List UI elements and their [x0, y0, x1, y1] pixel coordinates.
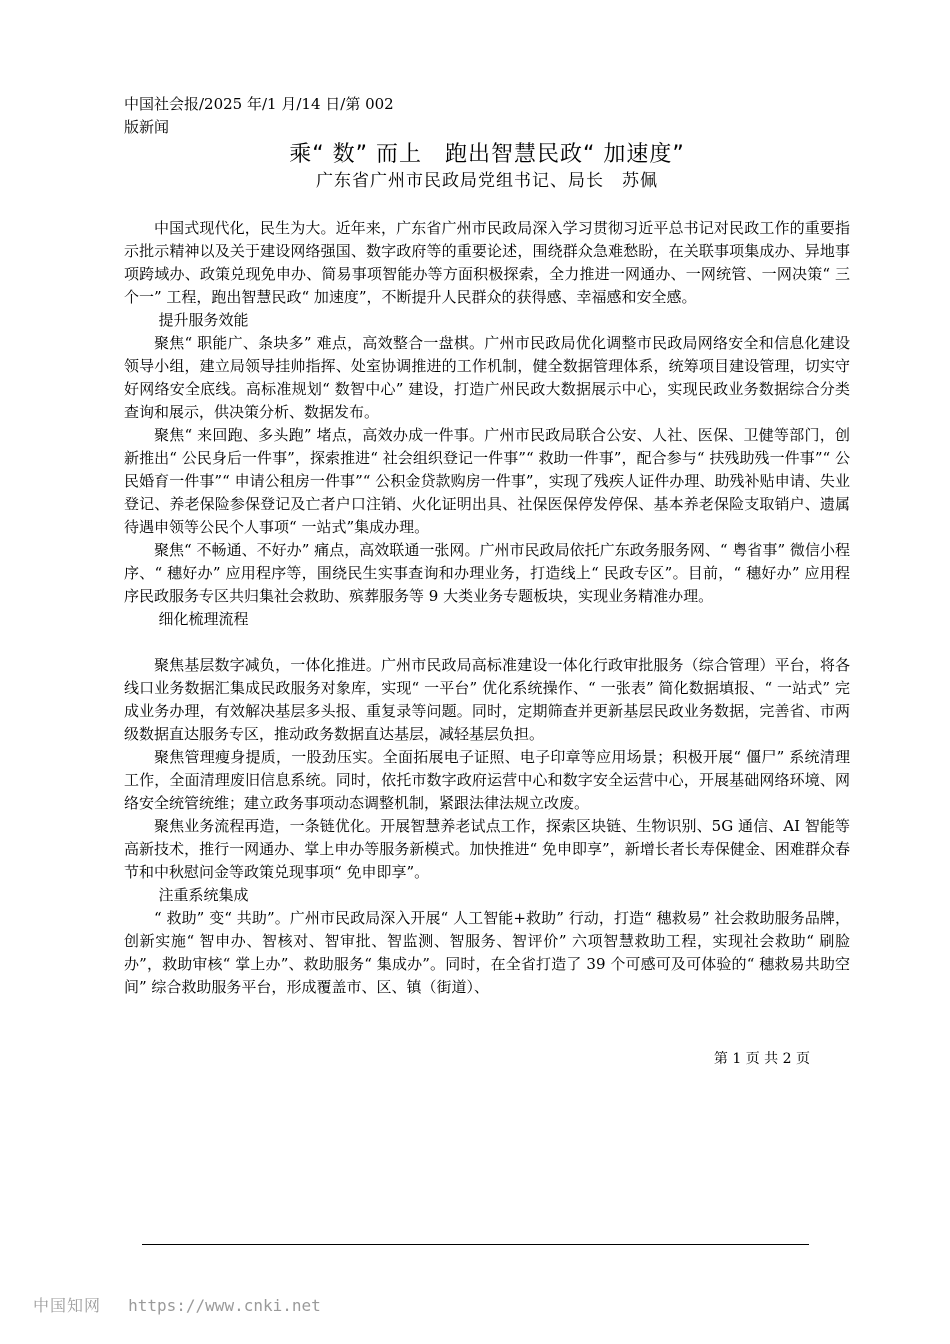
footer: [33, 1294, 321, 1318]
source-line-1: 中国社会报/2025 年/1 月/14 日/第 002: [124, 95, 394, 113]
article-author: 广东省广州市民政局党组书记、局长 苏佩: [316, 171, 658, 191]
page-number: 第 1 页 共 2 页: [713, 1051, 810, 1067]
paragraph: 聚焦业务流程再造，一条链优化。开展智慧养老试点工作，探索区块链、生物识别、5G 通信、AI 智能等高新技术，推行一网通办、掌上申办等服务新模式。加快推进“ 免申即享”，新增长者长寿保健金、困难群众春节和中秋慰问金等政策兑现事项“ 免申即享”。: [124, 817, 850, 881]
paragraph: “ 救助” 变“ 共助”。广州市民政局深入开展“ 人工智能+救助” 行动，打造“ 穗救易” 社会救助服务品牌，创新实施“ 智申办、智核对、智审批、智监测、智服务、智评价” 六项智慧救助工程，实现社会救助“ 刷脸办”，救助审核“ 掌上办”、救助服务“ 集成办”。同时，在全省打造了 39 个可感可及可体验的“ 穗救易共助空间” 综合救助服务平台，形成覆盖市、区、镇（街道）、: [124, 909, 850, 996]
intro-paragraph: 中国式现代化，民生为大。近年来，广东省广州市民政局深入学习贯彻习近平总书记对民政工作的重要指示批示精神以及关于建设网络强国、数字政府等的重要论述，围绕群众急难愁盼，在关联事项集成办、异地事项跨域办、政策兑现免申办、简易事项智能办等方面积极探索，全力推进一网通办、一网统管、一网决策“ 三个一” 工程，跑出智慧民政“ 加速度”，不断提升人民群众的获得感、幸福感和安全感。: [124, 219, 850, 306]
section-heading-3: 注重系统集成: [158, 886, 249, 904]
paragraph: 聚焦“ 职能广、条块多” 难点，高效整合一盘棋。广州市民政局优化调整市民政局网络安全和信息化建设领导小组，建立局领导挂帅指挥、处室协调推进的工作机制，健全数据管理体系，统筹项目建设管理，切实守好网络安全底线。高标准规划“ 数智中心” 建设，打造广州民政大数据展示中心，实现民政业务数据综合分类查询和展示，供决策分析、数据发布。: [124, 334, 850, 421]
section-heading-1: 提升服务效能: [158, 311, 249, 329]
cnki-logo: 中国知网: [33, 1296, 102, 1315]
paragraph: 聚焦管理瘦身提质，一股劲压实。全面拓展电子证照、电子印章等应用场景；积极开展“ 僵尸” 系统清理工作，全面清理废旧信息系统。同时，依托市数字政府运营中心和数字安全运营中心，开展基础网络环境、网络安全统管统维；建立政务事项动态调整机制，紧跟法律法规立改废。: [124, 748, 850, 812]
paragraph: 聚焦“ 来回跑、多头跑” 堵点，高效办成一件事。广州市民政局联合公安、人社、医保、卫健等部门，创新推出“ 公民身后一件事”，探索推进“ 社会组织登记一件事”“ 救助一件事”，配合参与“ 扶残助残一件事”“ 公民婚育一件事”“ 申请公租房一件事”“ 公积金贷款购房一件事”，实现了残疾人证件办理、助残补贴申请、失业登记、养老保险参保登记及亡者户口注销、火化证明出具、社保医保停发停保、基本养老保险支取销户、遗属待遇申领等公民个人事项“ 一站式”集成办理。: [124, 426, 850, 536]
paragraph: 聚焦“ 不畅通、不好办” 痛点，高效联通一张网。广州市民政局依托广东政务服务网、“ 粤省事” 微信小程序、“ 穗好办” 应用程序等，围绕民生实事查询和办理业务，打造线上“ 民政专区”。目前，“ 穗好办” 应用程序民政服务专区共归集社会救助、殡葬服务等 9 大类业务专题板块，实现业务精准办理。: [124, 541, 850, 605]
source-line: [124, 93, 454, 139]
source-line-2: 版新闻: [124, 118, 170, 136]
blank-line: [124, 631, 850, 654]
section-heading-2: 细化梳理流程: [158, 610, 249, 628]
cnki-url-link[interactable]: https://www.cnki.net: [128, 1296, 321, 1315]
paragraph: 聚焦基层数字减负，一体化推进。广州市民政局高标准建设一体化行政审批服务（综合管理）平台，将各线口业务数据汇集成民政服务对象库，实现“ 一平台” 优化系统操作、“ 一张表” 简化数据填报、“ 一站式” 完成业务办理，有效解决基层多头报、重复录等问题。同时，定期筛查并更新基层民政业务数据，完善省、市两级数据直达服务专区，推动政务数据直达基层，减轻基层负担。: [124, 656, 850, 743]
footer-divider: [142, 1244, 809, 1245]
article-title: 乘“ 数” 而上 跑出智慧民政“ 加速度”: [289, 142, 685, 167]
article-body: [124, 217, 850, 999]
